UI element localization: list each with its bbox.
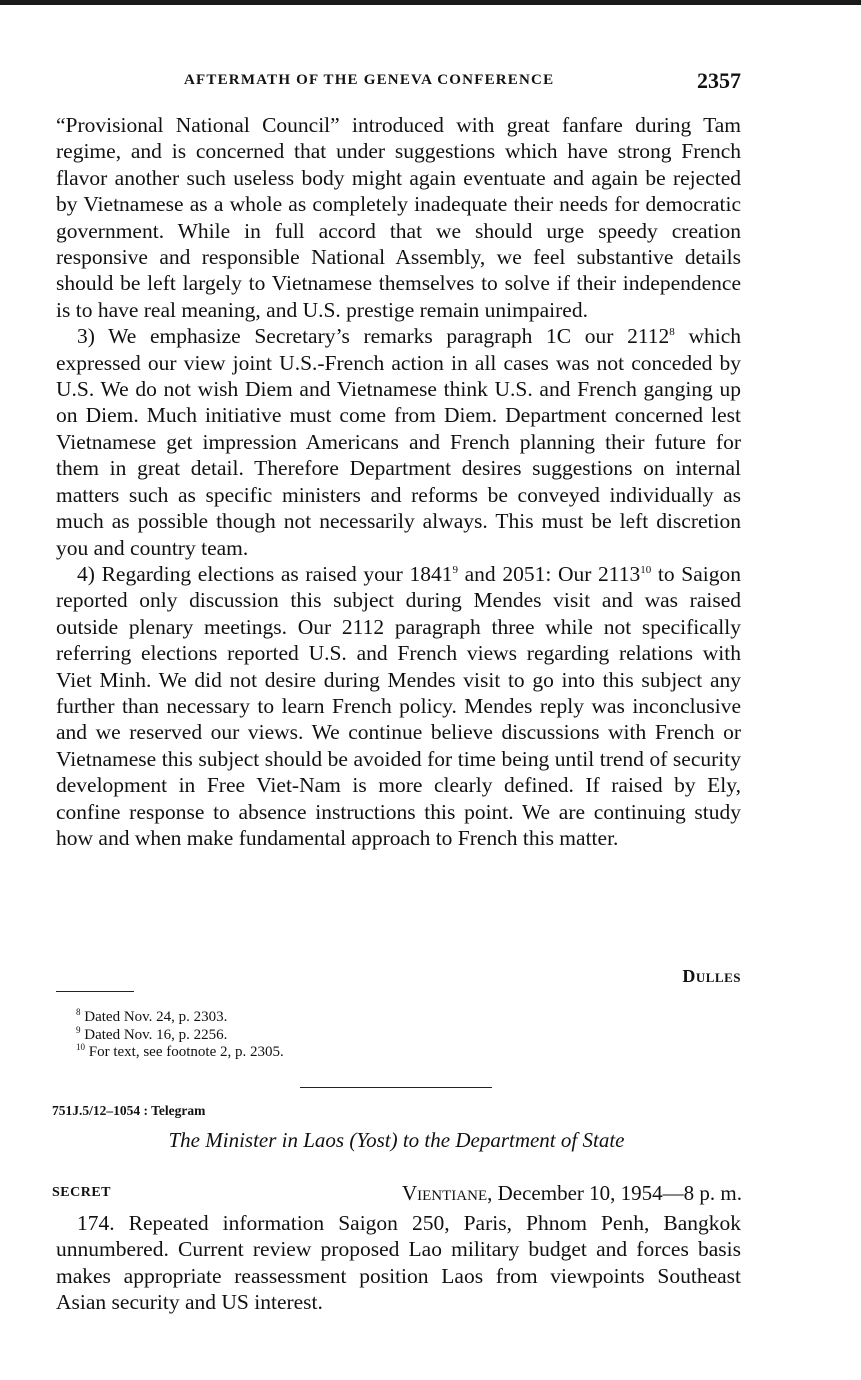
- paragraph-4-mid: and 2051: Our 2113: [457, 561, 641, 586]
- footnote-ref-10: 10: [640, 563, 652, 576]
- footnote-ref-8: 8: [669, 326, 675, 339]
- footnote-divider: [56, 991, 134, 992]
- dateline-place: Vientiane: [401, 1181, 488, 1205]
- dateline-date: , December 10, 1954—8 p. m.: [487, 1181, 742, 1205]
- footnote-text: For text, see footnote 2, p. 2305.: [88, 1044, 284, 1060]
- top-edge-rule: [0, 0, 861, 5]
- running-head: AFTERMATH OF THE GENEVA CONFERENCE: [184, 72, 555, 88]
- document-title: The Minister in Laos (Yost) to the Department of State: [168, 1128, 625, 1152]
- signature: Dulles: [682, 966, 741, 986]
- paragraph-4-start: 4) Regarding elections as raised your 1841: [77, 561, 453, 586]
- dateline: [402, 1181, 742, 1206]
- paragraph-4-rest: to Saigon reported only discussion this subject during Mendes visit and was raised outside plenary meetings. Our 2112 paragraph three while not specifically referring elections reported U.S. and French views regarding relations with Viet Minh. We did not desire during Mendes visit to go into this subject any further than necessary to learn French policy. Mendes reply was inconclusive and we reserved our views. We continue believe discussions with French or Vietnamese this subject should be avoided for time being until trend of security development in Free Viet-Nam is more clearly defined. If raised by Ely, confine response to absence instructions this point. We are continuing study how and when make fundamental approach to French this matter.: [56, 561, 742, 850]
- footnotes: [76, 1009, 284, 1062]
- paragraph-continued: “Provisional National Council” introduced with great fanfare during Tam regime, and is concerned that under suggestions which have strong French flavor another such useless body might again eventuate and again be rejected by Vietnamese as a whole as completely inadequate their needs for democratic government. While in full accord that we should urge speedy creation responsive and responsible National Assembly, we feel substantive details should be left largely to Vietnamese themselves to solve if their independence is to have real meaning, and U.S. prestige remain unimpaired.: [56, 113, 741, 322]
- footnote-number: 10: [76, 1042, 85, 1052]
- footnote: [76, 1044, 284, 1062]
- footnote-text: Dated Nov. 24, p. 2303.: [84, 1009, 228, 1025]
- telegram-body: [56, 1210, 741, 1316]
- classification-marking: SECRET: [52, 1185, 112, 1200]
- footnote-text: Dated Nov. 16, p. 2256.: [84, 1026, 228, 1043]
- paragraph-3-start: 3) We emphasize Secretary’s remarks paragraph 1C our 2112: [77, 324, 670, 349]
- main-text: [56, 112, 741, 851]
- footnote-ref-9: 9: [452, 563, 458, 576]
- paragraph-4: [56, 561, 741, 851]
- footnote: [76, 1024, 284, 1045]
- file-reference: 751J.5/12–1054 : Telegram: [52, 1103, 206, 1118]
- paragraph-3-rest: which expressed our view joint U.S.-French action in all cases was not conceded by U.S. We do not wish Diem and Vietnamese think U.S. and French ganging up on Diem. Much initiative must come from Diem. Department concerned lest Vietnamese get impression Americans and French planning their future for them in great detail. Therefore Department desires suggestions on internal matters such as specific ministers and reforms be conveyed individually as much as possible though not necessarily always. This must be left discretion you and country team.: [56, 324, 741, 560]
- paragraph-3: [56, 323, 741, 561]
- telegram-paragraph: 174. Repeated information Saigon 250, Paris, Phnom Penh, Bangkok unnumbered. Current review proposed Lao military budget and forces basis makes appropriate reassessment position Laos from viewpoints Southeast Asian security and US interest.: [56, 1211, 741, 1315]
- page-header: [56, 68, 741, 98]
- page-number: 2357: [697, 68, 741, 93]
- footnote: [76, 1009, 284, 1027]
- section-divider: [300, 1087, 492, 1088]
- dateline-row: [52, 1181, 742, 1207]
- footnote-number: 9: [76, 1024, 81, 1035]
- footnote-number: 8: [76, 1007, 81, 1017]
